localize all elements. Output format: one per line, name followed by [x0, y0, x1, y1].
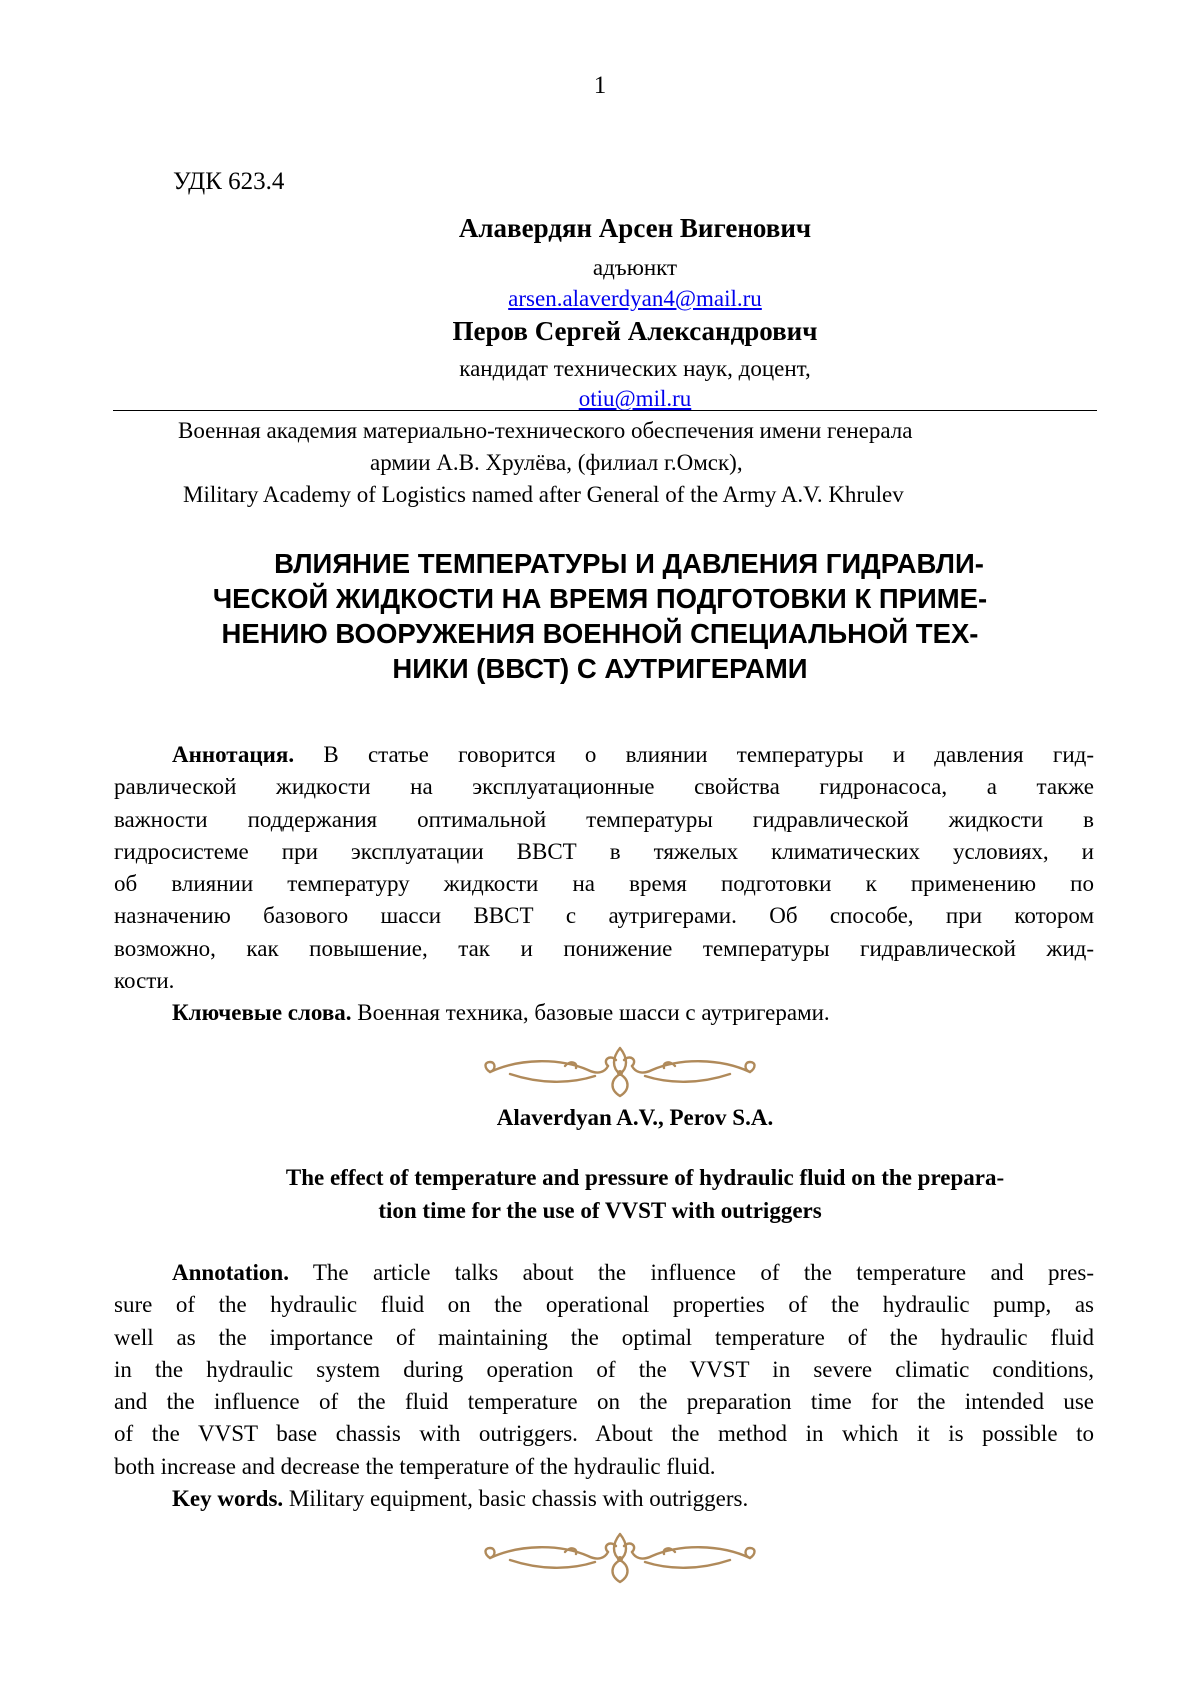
author-name-1: Алавердян Арсен Вигенович	[458, 213, 812, 243]
title-en-line: tion time for the use of VVST with outriggers	[378, 1198, 822, 1223]
title-en	[0, 1161, 1200, 1227]
abstract-en-line: well as the importance of maintaining the optimal temperature of the hydraulic fluid	[114, 1324, 1094, 1350]
affiliation-ru-line2: армии А.В. Хрулёва, (филиал г.Омск),	[370, 450, 743, 475]
abstract-en-line: The article talks about the influence of the temperature and pres-	[288, 1260, 1094, 1285]
keywords-ru	[114, 997, 1094, 1029]
abstract-ru-line: возможно, как повышение, так и понижение температуры гидравлической жид-	[114, 935, 1094, 961]
title-ru-line: ВЛИЯНИЕ ТЕМПЕРАТУРЫ И ДАВЛЕНИЯ ГИДРАВЛИ-	[274, 548, 984, 579]
keywords-en-label: Key words.	[172, 1486, 284, 1512]
title-ru-line: ЧЕСКОЙ ЖИДКОСТИ НА ВРЕМЯ ПОДГОТОВКИ К ПРИМЕ-	[212, 583, 988, 614]
udk-code: УДК 623.4	[173, 168, 285, 195]
title-ru-line: НИКИ (ВВСТ) С АУТРИГЕРАМИ	[392, 653, 808, 684]
abstract-en-line: both increase and decrease the temperature of the hydraulic fluid.	[114, 1453, 716, 1479]
authors-en: Alaverdyan A.V., Perov S.A.	[496, 1105, 774, 1130]
ornament-divider-icon	[470, 1040, 770, 1100]
author-role-2: кандидат технических наук, доцент,	[459, 356, 811, 381]
abstract-ru-line: важности поддержания оптимальной температуры гидравлической жидкости в	[114, 806, 1094, 832]
abstract-ru-label: Аннотация.	[172, 742, 295, 767]
abstract-ru-line: кости.	[114, 968, 175, 994]
author-email-1[interactable]: arsen.alaverdyan4@mail.ru	[508, 286, 762, 311]
keywords-ru-text: Военная техника, базовые шасси с аутригерами.	[351, 1000, 830, 1026]
abstract-en-line: and the influence of the fluid temperature on the preparation time for the intended use	[114, 1389, 1094, 1415]
title-en-line: The effect of temperature and pressure of hydraulic fluid on the prepara-	[285, 1165, 1005, 1190]
abstract-ru-line: назначению базового шасси ВВСТ с аутригерами. Об способе, при котором	[114, 903, 1094, 929]
abstract-ru	[114, 739, 1094, 1030]
keywords-ru-label: Ключевые слова.	[172, 1000, 352, 1026]
abstract-en	[114, 1257, 1094, 1515]
page-number: 1	[593, 72, 607, 99]
abstract-en-line: in the hydraulic system during operation of the VVST in severe climatic conditions,	[114, 1356, 1094, 1382]
divider-line	[113, 410, 1097, 411]
abstract-ru-line: гидросистеме при эксплуатации ВВСТ в тяжелых климатических условиях, и	[114, 838, 1094, 864]
abstract-ru-line: В статье говорится о влиянии температуры и давления гид-	[294, 742, 1094, 767]
title-ru-line: НЕНИЮ ВООРУЖЕНИЯ ВОЕННОЙ СПЕЦИАЛЬНОЙ ТЕХ-	[221, 618, 979, 649]
author-role-1: адъюнкт	[592, 255, 678, 280]
abstract-en-label: Annotation.	[172, 1260, 289, 1285]
affiliation-ru-line1: Военная академия материально-технического обеспечения имени генерала	[178, 418, 913, 443]
abstract-en-line: sure of the hydraulic fluid on the operational properties of the hydraulic pump, as	[114, 1292, 1094, 1318]
ornament-divider-icon	[470, 1526, 770, 1586]
abstract-ru-line: об влиянии температуру жидкости на время подготовки к применению по	[114, 871, 1094, 897]
author-email-2[interactable]: otiu@mil.ru	[578, 386, 692, 411]
author-name-2: Перов Сергей Александрович	[452, 316, 818, 346]
abstract-en-line: of the VVST base chassis with outriggers. About the method in which it is possible to	[114, 1421, 1094, 1447]
keywords-en-text: Military equipment, basic chassis with outriggers.	[283, 1486, 749, 1512]
keywords-en	[114, 1483, 1094, 1515]
affiliation-en: Military Academy of Logistics named after General of the Army A.V. Khrulev	[183, 482, 904, 507]
title-ru	[140, 546, 1060, 686]
abstract-ru-line: равлической жидкости на эксплуатационные свойства гидронасоса, а также	[114, 774, 1094, 800]
